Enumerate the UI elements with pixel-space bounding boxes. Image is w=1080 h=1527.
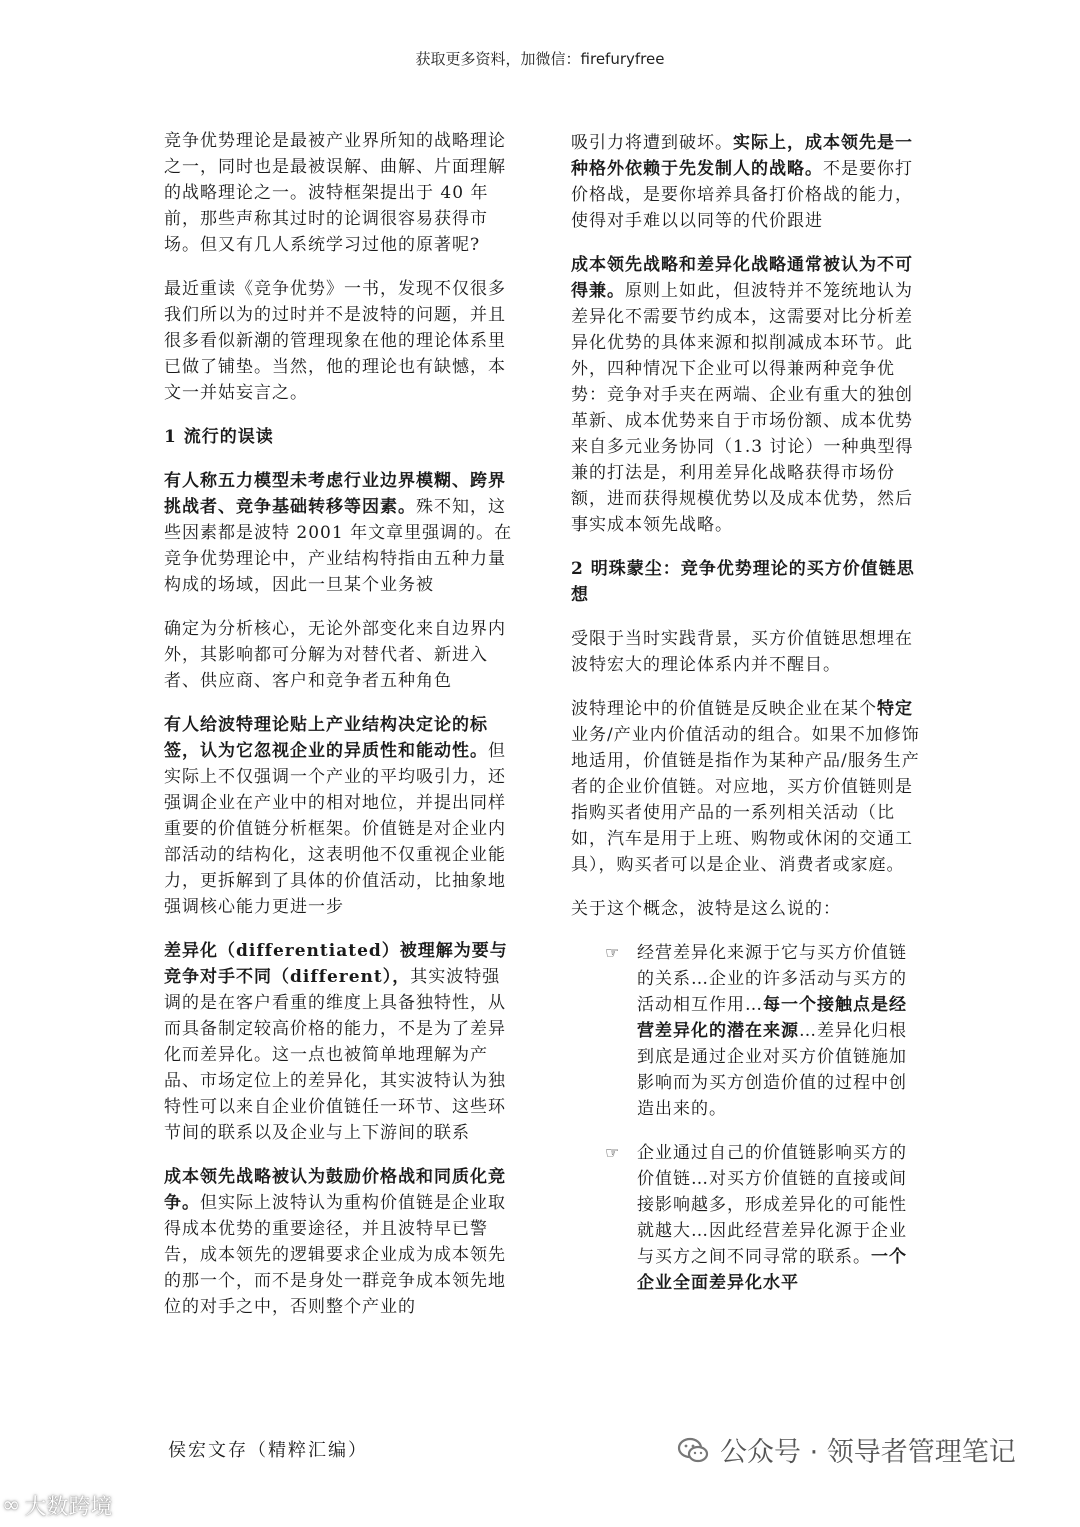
five-forces-rebuttal: 殊不知，这些因素都是波特 2001 年文章里强调的。在竞争优势理论中，产业结构特指由五种力量构成的场域，因此一旦某个业务被 [164, 497, 513, 595]
quote-bullet-2 [571, 1140, 921, 1296]
infinity-icon: ∞ [2, 1493, 21, 1518]
porter-says-paragraph: 关于这个概念，波特是这么说的： [571, 899, 841, 919]
pointing-hand-icon: ☞ [605, 1143, 621, 1162]
value-chain-rest: 业务/产业内价值活动的组合。如果不加修饰地适用，价值链是指作为某种产品/服务生产者的企业价值链。对应地，买方价值链则是指购买者使用产品的一系列相关活动（比如，汽车是用于上班、购物或休闲的交通工具），购买者可以是企业、消费者或家庭。 [571, 725, 920, 875]
value-chain-paragraph [571, 696, 921, 878]
first-mover-paragraph [571, 130, 921, 234]
quote-2-lead: 企业通过自己的价值链影响买方的价值链…对买方价值链的直接或间接影响越多，形成差异化的可能性就越大…因此经营差异化源于企业与买方之间不同寻常的联系。 [637, 1143, 907, 1267]
pointing-hand-icon: ☞ [605, 943, 621, 962]
dual-strategy-paragraph [571, 252, 921, 538]
quote-1-rest: …差异化归根到底是通过企业对买方价值链施加影响而为买方创造价值的过程中创造出来的。 [637, 1021, 907, 1119]
left-column [164, 128, 514, 1338]
cost-leadership-claim: 成本领先战略被认为鼓励价格战和同质化竞争。 [164, 1167, 506, 1213]
first-mover-rest: 不是要你打价格战，是要你培养具备打价格战的能力，使得对手难以以同等的代价跟进 [571, 159, 913, 231]
determinism-paragraph [164, 712, 514, 920]
right-column [571, 130, 921, 1314]
first-mover-claim: 实际上，成本领先是一种格外依赖于先发制人的战略。 [571, 133, 913, 179]
differentiation-claim: 差异化（differentiated）被理解为要与竞争对手不同（different）， [164, 941, 508, 987]
quote-2-emphasis: 一个企业全面差异化水平 [637, 1247, 907, 1293]
determinism-rebuttal: 但实际上不仅强调一个产业的平均吸引力，还强调企业在产业中的相对地位，并提出同样重要的价值链分析框架。价值链是对企业内部活动的结构化，这表明他不仅重视企业能力，更拆解到了具体的价值活动，比抽象地强调核心能力更进一步 [164, 741, 506, 917]
cost-leadership-rebuttal: 但实际上波特认为重构价值链是企业取得成本优势的重要途径，并且波特早已警告，成本领先的逻辑要求企业成为成本领先的那一个，而不是身处一群竞争成本领先地位的对手之中，否则整个产业的 [164, 1193, 506, 1317]
five-forces-paragraph [164, 468, 514, 598]
dual-strategy-claim: 成本领先战略和差异化战略通常被认为不可得兼。 [571, 255, 913, 301]
determinism-claim: 有人给波特理论贴上产业结构决定论的标签，认为它忽视企业的异质性和能动性。 [164, 715, 488, 761]
wechat-icon [676, 1433, 710, 1467]
intro-paragraph: 竞争优势理论是最被产业界所知的战略理论之一，同时也是最被误解、曲解、片面理解的战略理论之一。波特框架提出于 40 年前，那些声称其过时的论调很容易获得市场。但又有几人系统学习过他的原著呢? [164, 131, 506, 255]
five-forces-claim: 有人称五力模型未考虑行业边界模糊、跨界挑战者、竞争基础转移等因素。 [164, 471, 506, 517]
differentiation-rebuttal: 其实波特强调的是在客户看重的维度上具备独特性，从而具备制定较高价格的能力，不是为了差异化而差异化。这一点也被简单地理解为产品、市场定位上的差异化，其实波特认为独特性可以来自企业价值链任一环节、这些环节间的联系以及企业与上下游间的联系 [164, 967, 506, 1143]
reread-paragraph: 最近重读《竞争优势》一书，发现不仅很多我们所以为的过时并不是波特的问题，并且很多看似新潮的管理现象在他的理论体系里已做了铺垫。当然，他的理论也有缺憾，本文一并姑妄言之。 [164, 279, 506, 403]
quote-1-emphasis: 每一个接触点是经营差异化的潜在来源 [637, 995, 907, 1041]
value-chain-lead: 波特理论中的价值链是反映企业在某个 [571, 699, 877, 719]
quote-bullet-1 [571, 940, 921, 1122]
section-heading-1: 1 流行的误读 [164, 427, 274, 447]
buyer-chain-intro: 受限于当时实践背景，买方价值链思想埋在波特宏大的理论体系内并不醒目。 [571, 629, 913, 675]
corner-watermark [2, 1490, 112, 1521]
wechat-account-name: 公众号 · 领导者管理笔记 [720, 1437, 1016, 1468]
value-chain-emphasis: 特定 [877, 699, 913, 719]
quote-1-lead: 经营差异化来源于它与买方价值链的关系…企业的许多活动与买方的活动相互作用… [637, 943, 907, 1015]
top-banner: 获取更多资料，加微信：firefuryfree [415, 50, 665, 68]
dual-strategy-rebuttal: 原则上如此，但波特并不笼统地认为差异化不需要节约成本，这需要对比分析差异化优势的具体来源和拟削减成本环节。此外，四种情况下企业可以得兼两种竞争优势：竞争对手夹在两端、企业有重大的独创革新、成本优势来自于市场份额、成本优势来自多元业务协同（1.3 讨论）一种典型得兼的打法是，利用差异化战略获得市场份额，进而获得规模优势以及成本优势，然后事实成本领先战略。 [571, 281, 914, 535]
footer-title: 侯宏文存（精粹汇编） [168, 1440, 368, 1461]
first-mover-lead: 吸引力将遭到破坏。 [571, 133, 733, 153]
wechat-watermark [676, 1430, 1016, 1469]
section-heading-2: 2 明珠蒙尘：竞争优势理论的买方价值链思想 [571, 559, 915, 605]
corner-watermark-text: 大数跨境 [24, 1495, 113, 1520]
differentiation-paragraph [164, 938, 514, 1146]
analysis-core-paragraph: 确定为分析核心，无论外部变化来自边界内外，其影响都可分解为对替代者、新进入者、供应商、客户和竞争者五种角色 [164, 619, 506, 691]
cost-leadership-paragraph [164, 1164, 514, 1320]
